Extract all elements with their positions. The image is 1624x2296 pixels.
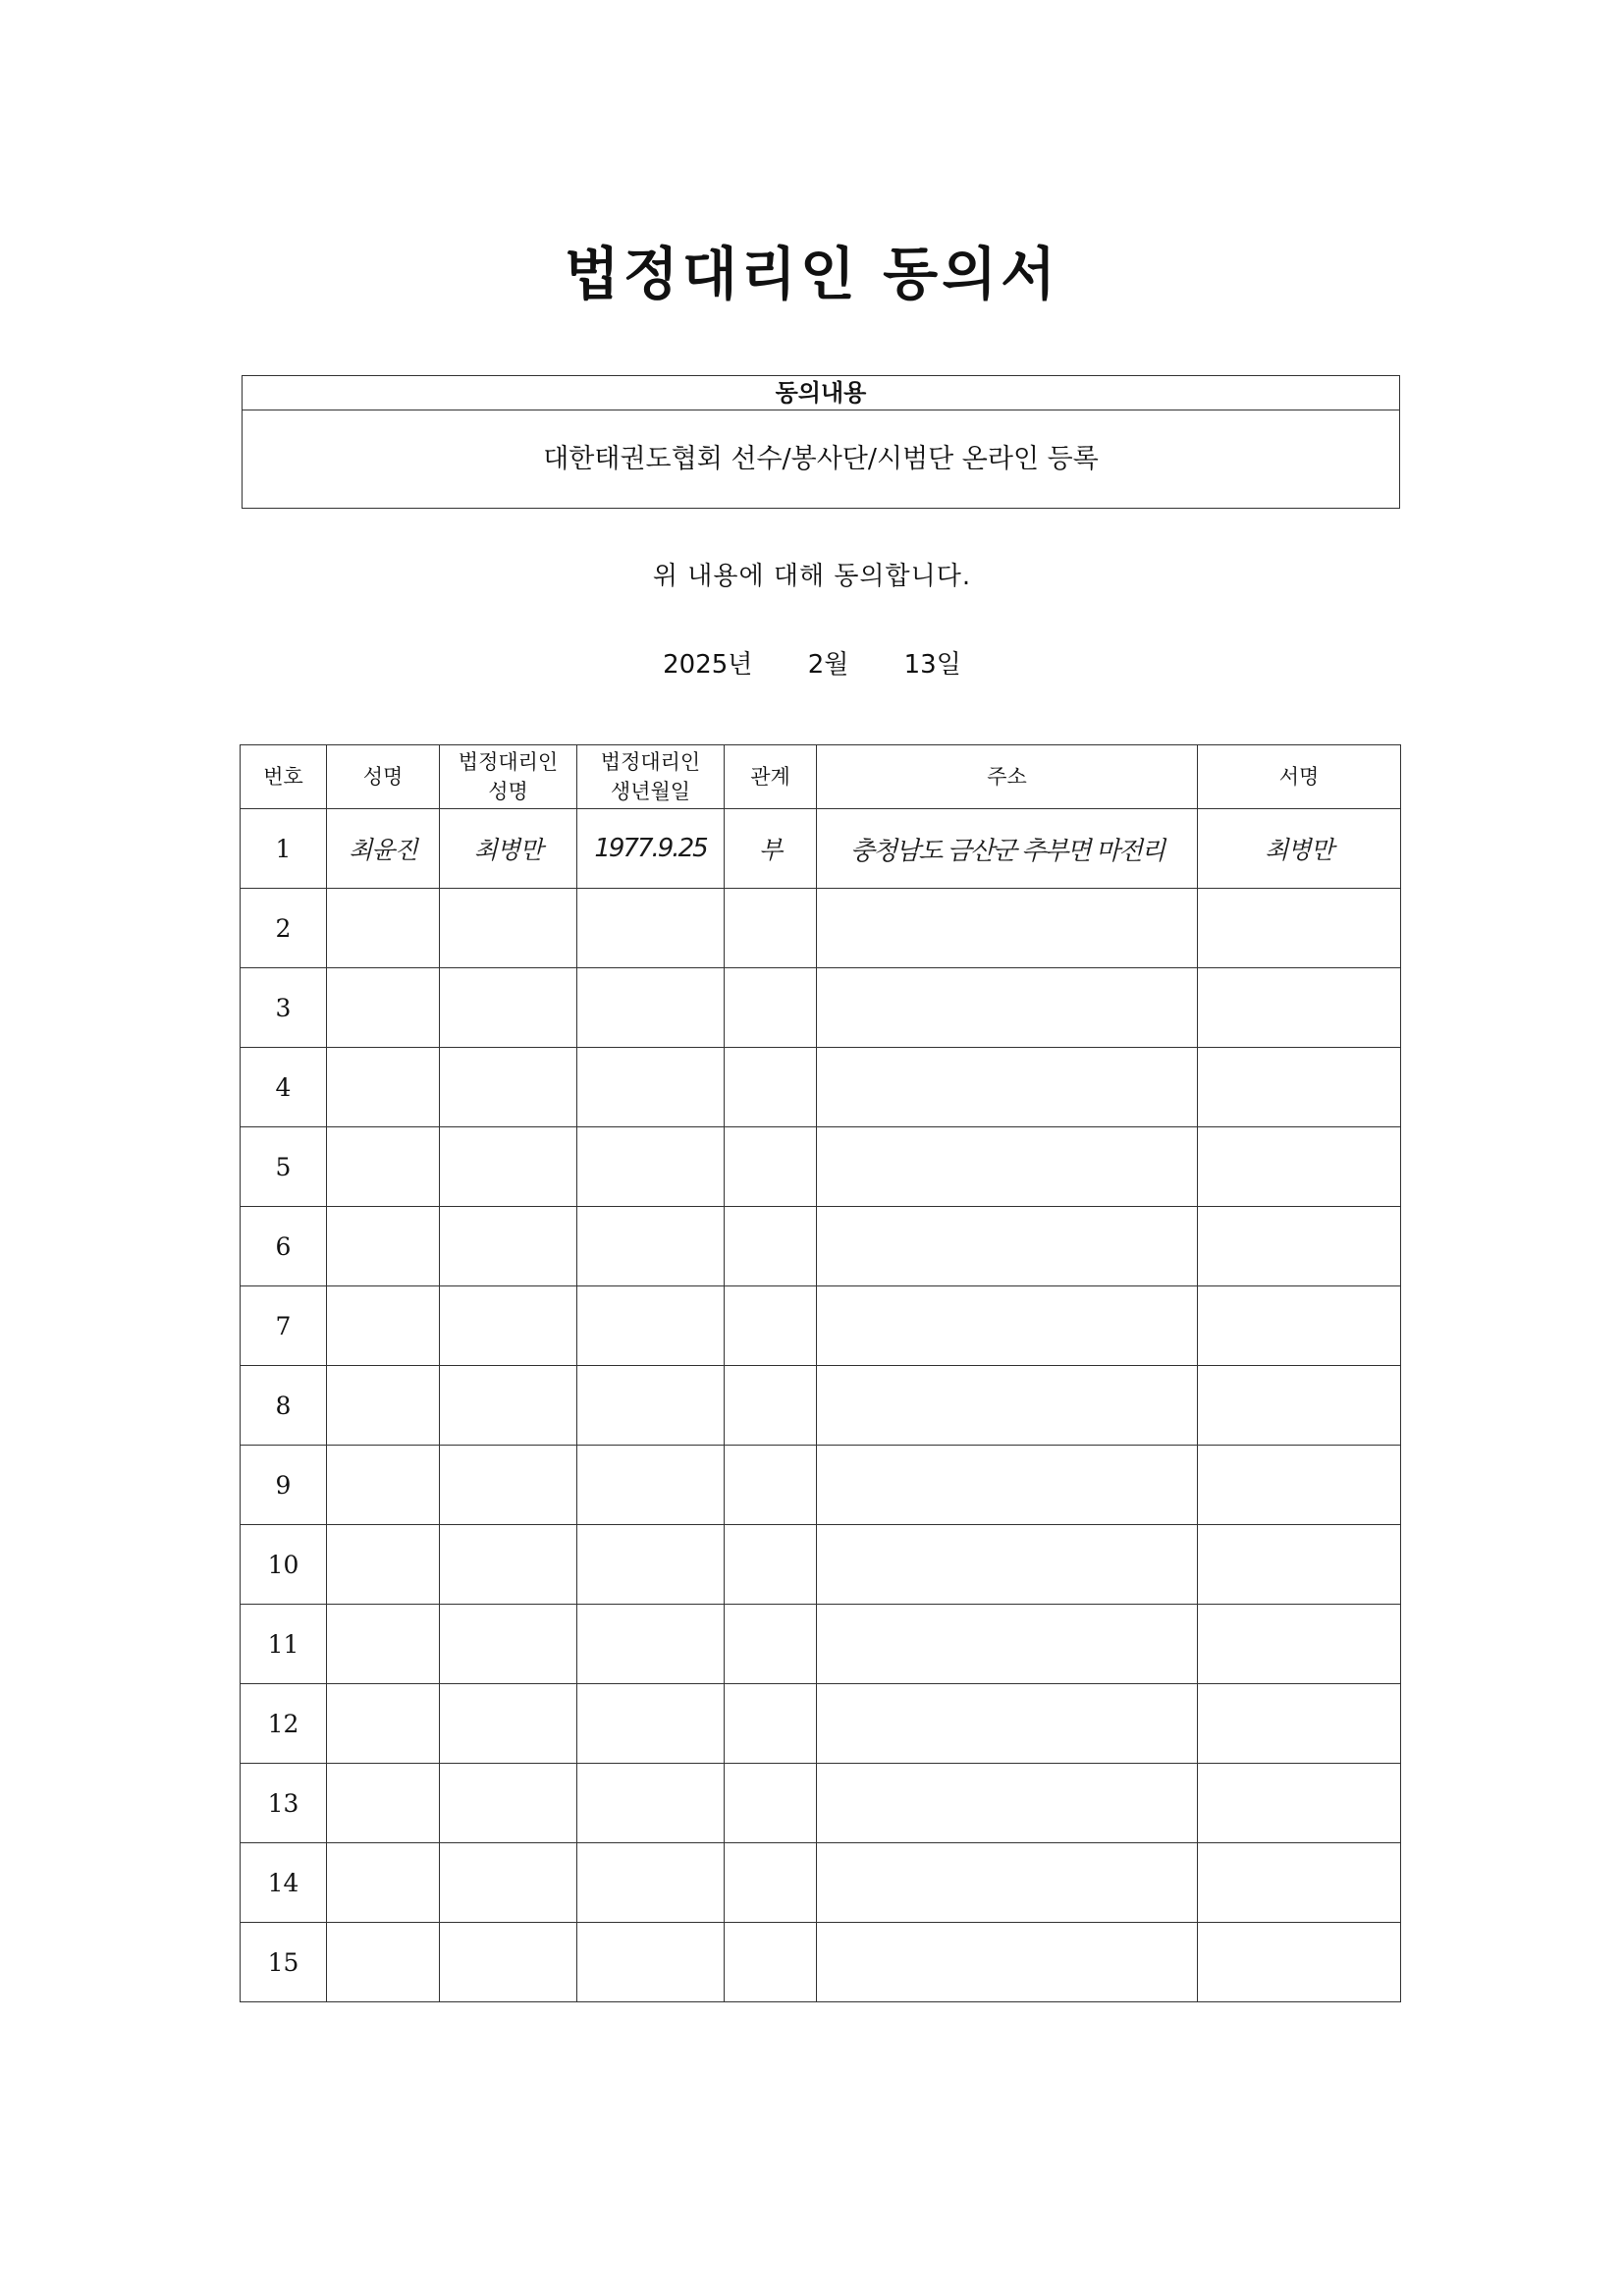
relation-cell	[725, 1605, 817, 1684]
table-row	[241, 1286, 1401, 1366]
guardian-name-cell	[440, 1525, 577, 1605]
guardian-birth-cell: 1977.9.25	[577, 809, 725, 889]
guardian-name-cell	[440, 1843, 577, 1923]
relation-cell	[725, 1286, 817, 1366]
guardian-birth-cell	[577, 1446, 725, 1525]
table-row	[241, 889, 1401, 968]
consent-box	[242, 375, 1400, 509]
guardian-name-cell: 최병만	[440, 809, 577, 889]
address-cell	[817, 1207, 1198, 1286]
signature-cell	[1198, 1286, 1401, 1366]
guardian-name-cell	[440, 1048, 577, 1127]
address-cell	[817, 1286, 1198, 1366]
guardian-birth-cell	[577, 1923, 725, 2002]
table-row	[241, 968, 1401, 1048]
name-cell	[327, 1764, 440, 1843]
signature-cell	[1198, 1366, 1401, 1446]
signature-cell	[1198, 1923, 1401, 2002]
relation-cell	[725, 1446, 817, 1525]
signature-cell	[1198, 1843, 1401, 1923]
row-number: 10	[241, 1525, 327, 1605]
signature-cell	[1198, 1127, 1401, 1207]
guardian-name-cell	[440, 1923, 577, 2002]
relation-cell	[725, 889, 817, 968]
signature-cell: 최병만	[1198, 809, 1401, 889]
name-cell	[327, 1684, 440, 1764]
name-cell	[327, 1366, 440, 1446]
row-number: 15	[241, 1923, 327, 2002]
guardian-name-cell	[440, 889, 577, 968]
guardian-birth-cell	[577, 1843, 725, 1923]
table-row	[241, 1764, 1401, 1843]
date-month: 2월	[807, 650, 849, 680]
relation-cell	[725, 1366, 817, 1446]
row-number: 5	[241, 1127, 327, 1207]
header-name: 성명	[327, 745, 440, 809]
row-number: 12	[241, 1684, 327, 1764]
table-header-row	[241, 745, 1401, 809]
document-date	[0, 644, 1624, 681]
address-cell	[817, 1127, 1198, 1207]
signature-cell	[1198, 968, 1401, 1048]
table-row	[241, 1127, 1401, 1207]
guardian-name-cell	[440, 1684, 577, 1764]
name-cell	[327, 1923, 440, 2002]
table-row	[241, 1843, 1401, 1923]
header-signature: 서명	[1198, 745, 1401, 809]
header-guardian-birth-line1: 법정대리인	[600, 750, 701, 774]
table-row	[241, 1048, 1401, 1127]
guardian-birth-cell	[577, 1525, 725, 1605]
name-cell	[327, 1286, 440, 1366]
name-cell	[327, 968, 440, 1048]
address-cell: 충청남도 금산군 추부면 마전리	[817, 809, 1198, 889]
agreement-statement: 위 내용에 대해 동의합니다.	[652, 562, 972, 591]
row-number: 3	[241, 968, 327, 1048]
guardian-name-cell	[440, 1764, 577, 1843]
date-year: 2025년	[663, 650, 753, 680]
consent-heading: 동의내용	[243, 376, 1399, 410]
address-cell	[817, 1366, 1198, 1446]
relation-cell	[725, 1207, 817, 1286]
header-guardian-birth-line2: 생년월일	[610, 780, 691, 803]
relation-cell	[725, 1843, 817, 1923]
guardian-birth-cell	[577, 1366, 725, 1446]
guardian-name-cell	[440, 1605, 577, 1684]
row-number: 2	[241, 889, 327, 968]
header-guardian-name-line2: 성명	[488, 780, 528, 803]
relation-cell	[725, 1048, 817, 1127]
document-title: 법정대리인 동의서	[564, 241, 1060, 307]
signature-cell	[1198, 1525, 1401, 1605]
row-number: 14	[241, 1843, 327, 1923]
address-cell	[817, 1605, 1198, 1684]
header-address: 주소	[817, 745, 1198, 809]
table-row	[241, 1605, 1401, 1684]
guardian-birth-cell	[577, 889, 725, 968]
table-body	[241, 809, 1401, 2002]
name-cell	[327, 1446, 440, 1525]
address-cell	[817, 889, 1198, 968]
table-row	[241, 1366, 1401, 1446]
guardian-name-cell	[440, 968, 577, 1048]
address-cell	[817, 1764, 1198, 1843]
guardian-birth-cell	[577, 1684, 725, 1764]
relation-cell	[725, 1684, 817, 1764]
row-number: 4	[241, 1048, 327, 1127]
row-number: 11	[241, 1605, 327, 1684]
relation-cell	[725, 968, 817, 1048]
guardian-name-cell	[440, 1446, 577, 1525]
signature-cell	[1198, 1605, 1401, 1684]
guardian-birth-cell	[577, 1764, 725, 1843]
address-cell	[817, 1525, 1198, 1605]
header-guardian-name-line1: 법정대리인	[458, 750, 559, 774]
header-guardian-name	[440, 745, 577, 809]
guardian-name-cell	[440, 1366, 577, 1446]
relation-cell: 부	[725, 809, 817, 889]
table-row	[241, 1446, 1401, 1525]
guardian-name-cell	[440, 1286, 577, 1366]
guardian-birth-cell	[577, 1286, 725, 1366]
signature-cell	[1198, 889, 1401, 968]
guardian-birth-cell	[577, 1207, 725, 1286]
header-no: 번호	[241, 745, 327, 809]
row-number: 9	[241, 1446, 327, 1525]
header-relation: 관계	[725, 745, 817, 809]
signature-cell	[1198, 1048, 1401, 1127]
name-cell	[327, 889, 440, 968]
row-number: 8	[241, 1366, 327, 1446]
table-row	[241, 1207, 1401, 1286]
guardian-name-cell	[440, 1207, 577, 1286]
row-number: 7	[241, 1286, 327, 1366]
guardian-birth-cell	[577, 1048, 725, 1127]
guardian-birth-cell	[577, 1605, 725, 1684]
guardian-table	[240, 744, 1401, 2002]
name-cell: 최윤진	[327, 809, 440, 889]
table-row	[241, 1923, 1401, 2002]
address-cell	[817, 968, 1198, 1048]
address-cell	[817, 1923, 1198, 2002]
address-cell	[817, 1843, 1198, 1923]
relation-cell	[725, 1764, 817, 1843]
address-cell	[817, 1048, 1198, 1127]
row-number: 13	[241, 1764, 327, 1843]
name-cell	[327, 1525, 440, 1605]
signature-cell	[1198, 1207, 1401, 1286]
relation-cell	[725, 1525, 817, 1605]
header-guardian-birth	[577, 745, 725, 809]
address-cell	[817, 1446, 1198, 1525]
row-number: 6	[241, 1207, 327, 1286]
signature-cell	[1198, 1446, 1401, 1525]
address-cell	[817, 1684, 1198, 1764]
table-row	[241, 1684, 1401, 1764]
table-row	[241, 1525, 1401, 1605]
name-cell	[327, 1207, 440, 1286]
consent-content: 대한태권도협회 선수/봉사단/시범단 온라인 등록	[543, 444, 1099, 474]
guardian-name-cell	[440, 1127, 577, 1207]
guardian-birth-cell	[577, 1127, 725, 1207]
signature-cell	[1198, 1684, 1401, 1764]
name-cell	[327, 1843, 440, 1923]
table-row	[241, 809, 1401, 889]
guardian-birth-cell	[577, 968, 725, 1048]
name-cell	[327, 1605, 440, 1684]
date-day: 13일	[903, 650, 961, 680]
row-number: 1	[241, 809, 327, 889]
relation-cell	[725, 1127, 817, 1207]
signature-cell	[1198, 1764, 1401, 1843]
name-cell	[327, 1048, 440, 1127]
relation-cell	[725, 1923, 817, 2002]
name-cell	[327, 1127, 440, 1207]
